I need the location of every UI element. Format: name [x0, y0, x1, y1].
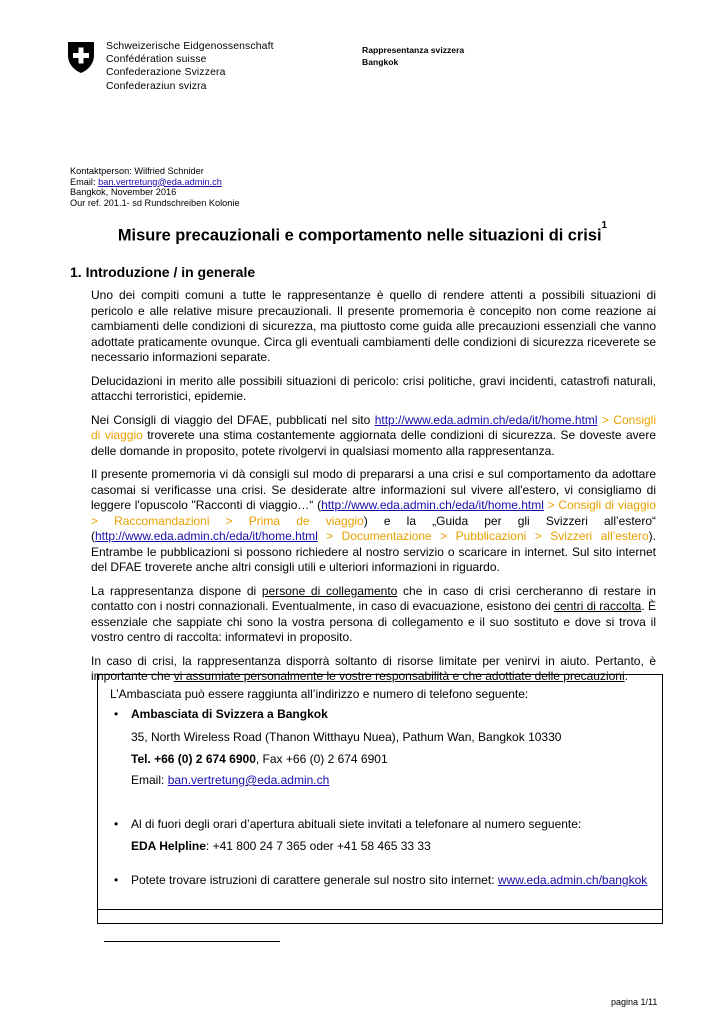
- text: Nei Consigli di viaggio del DFAE, pubblicati nel sito: [91, 412, 375, 427]
- embassy-email-link[interactable]: ban.vertretung@eda.admin.ch: [167, 773, 330, 787]
- underlined-text: centri di raccolta: [553, 599, 642, 613]
- underlined-text: persone di collegamento: [261, 583, 398, 598]
- text: La rappresentanza dispone di: [91, 583, 262, 598]
- text: troverete una stima costantemente aggiornata delle condizioni di sicurezza. Se doveste avere delle domande in proposito, potete rivolgervi in qualsiasi momento alla rappresentanza.: [91, 428, 656, 458]
- website-link[interactable]: www.eda.admin.ch/bangkok: [497, 873, 648, 887]
- confed-line-de: Schweizerische Eidgenossenschaft: [106, 41, 274, 52]
- text: . È essenziale che sappiate chi sono la vostra persona di collegamento e il suo sostituto e dove si trova il vostro centro di raccolta: informatevi in proposito.: [91, 599, 656, 644]
- bullet-icon: •: [114, 817, 119, 831]
- office-header: [362, 44, 464, 68]
- text: .: [624, 669, 628, 683]
- reference-line: Our ref. 201.1- sd Rundschreiben Kolonie: [70, 197, 240, 208]
- contact-person: Kontaktperson: Wilfried Schnider: [70, 166, 204, 176]
- bullet-icon: •: [114, 707, 119, 721]
- text: In caso di crisi, la rappresentanza disporrà soltanto di risorse limitate per venirvi in aiuto. Pertanto, è importante che: [91, 653, 656, 683]
- office-line2: Bangkok: [362, 57, 399, 67]
- letter-meta: [70, 166, 240, 208]
- page-number: pagina 1/11: [611, 997, 658, 1007]
- section-heading: 1. Introduzione / in generale: [70, 264, 256, 280]
- box-intro: L’Ambasciata può essere raggiunta all’indirizzo e numero di telefono seguente:: [110, 687, 529, 701]
- contact-box-bottom-row: [97, 909, 663, 924]
- after-hours-text: Al di fuori degli orari d’apertura abituali siete invitati a telefonare al numero seguente:: [131, 817, 582, 831]
- confed-line-it: Confederazione Svizzera: [106, 67, 226, 79]
- text: ) e la „Guida per gli Svizzeri all’estero“ (: [91, 513, 656, 543]
- website-line: [131, 873, 647, 887]
- paragraph-intro: Uno dei compiti comuni a tutte le rappresentanze è quello di rendere attenti a possibili situazioni di pericolo e alle relative misure precauzionali. Il presente promemoria è concepito non come reazione ai cambiamenti delle condizioni di sicurezza, ma piuttosto come guida alle precauzioni essenziali che vanno adottate praticamente ovunque. Circa gli eventuali cambiamenti delle condizioni di sicurezza riceverete se necessario informazioni separate.: [91, 288, 656, 364]
- paragraph-dangers: Delucidazioni in merito alle possibili situazioni di pericolo: crisi politiche, gravi incidenti, catastrofi naturali, attacchi terroristici, epidemie.: [91, 373, 656, 403]
- text: Il presente promemoria vi dà consigli sul modo di prepararsi a una crisi e sul comportamento da adottare casomai si verificasse una crisi. Se desiderate altre informazioni sul vivere all'estero, vi consigliamo di leggere l'opuscolo "Racconti di viaggio…“ (: [91, 467, 656, 512]
- nav-path: > Documentazione > Pubblicazioni > Svizzeri all’estero: [317, 529, 649, 543]
- embassy-phone: [131, 752, 388, 766]
- embassy-name: Ambasciata di Svizzera a Bangkok: [131, 707, 328, 721]
- section-body: [91, 288, 656, 693]
- embassy-address: 35, North Wireless Road (Thanon Witthayu Nuea), Pathum Wan, Bangkok 10330: [131, 730, 562, 744]
- eda-link[interactable]: http://www.eda.admin.ch/eda/it/home.html: [374, 412, 598, 427]
- paragraph-memo: [91, 467, 656, 576]
- document-title: [0, 220, 725, 245]
- email-label: Email:: [131, 773, 168, 787]
- paragraph-contacts: [91, 584, 656, 646]
- eda-link[interactable]: http://www.eda.admin.ch/eda/it/home.html: [95, 529, 318, 543]
- footnote-mark: 1: [601, 220, 608, 231]
- helpline-label: EDA Helpline: [131, 839, 206, 853]
- meta-email-link[interactable]: ban.vertretung@eda.admin.ch: [98, 176, 222, 187]
- office-line1: Rappresentanza svizzera: [362, 45, 465, 55]
- meta-email-line: [70, 177, 240, 188]
- text: ). Entrambe le pubblicazioni si possono richiedere al nostro servizio o scaricare in internet. Sul sito internet del DFAE troverete anche altri consigli utili e ulteriori informazioni in riguardo.: [91, 529, 656, 574]
- embassy-email: [131, 773, 329, 787]
- eda-link[interactable]: http://www.eda.admin.ch/eda/it/home.html: [321, 498, 544, 512]
- contact-box: [97, 674, 663, 910]
- confed-line-rm: Confederaziun svizra: [106, 80, 207, 92]
- swiss-cross-shield-icon: [66, 40, 96, 74]
- title-text: Misure precauzionali e comportamento nelle situazioni di crisi: [117, 226, 602, 245]
- helpline: [131, 839, 431, 853]
- nav-path: > Consigli di viaggio: [91, 412, 656, 442]
- helpline-numbers: : +41 800 24 7 365 oder +41 58 465 33 33: [205, 839, 431, 853]
- confederation-names: [106, 40, 274, 93]
- confed-line-fr: Confédération suisse: [106, 54, 207, 66]
- bullet-icon: •: [114, 873, 119, 887]
- underlined-text: vi assumiate personalmente le vostre responsabilità e che adottiate delle precauzioni: [173, 669, 625, 683]
- paragraph-travel-advice: [91, 413, 656, 460]
- footnote-separator: [104, 941, 280, 942]
- nav-path: > Consigli di viaggio > Raccomandazioni > Prima de viaggio: [91, 498, 656, 528]
- tel: Tel. +66 (0) 2 674 6900: [131, 752, 256, 766]
- text: che in caso di crisi cercheranno di restare in contatto con i nostri connazionali. Eventualmente, in caso di evacuazione, esistono dei: [91, 583, 656, 613]
- fax: , Fax +66 (0) 2 674 6901: [255, 752, 388, 766]
- date-line: Bangkok, November 2016: [70, 187, 177, 198]
- website-text: Potete trovare istruzioni di carattere generale sul nostro sito internet:: [131, 873, 498, 887]
- meta-email-label: Email:: [70, 176, 99, 187]
